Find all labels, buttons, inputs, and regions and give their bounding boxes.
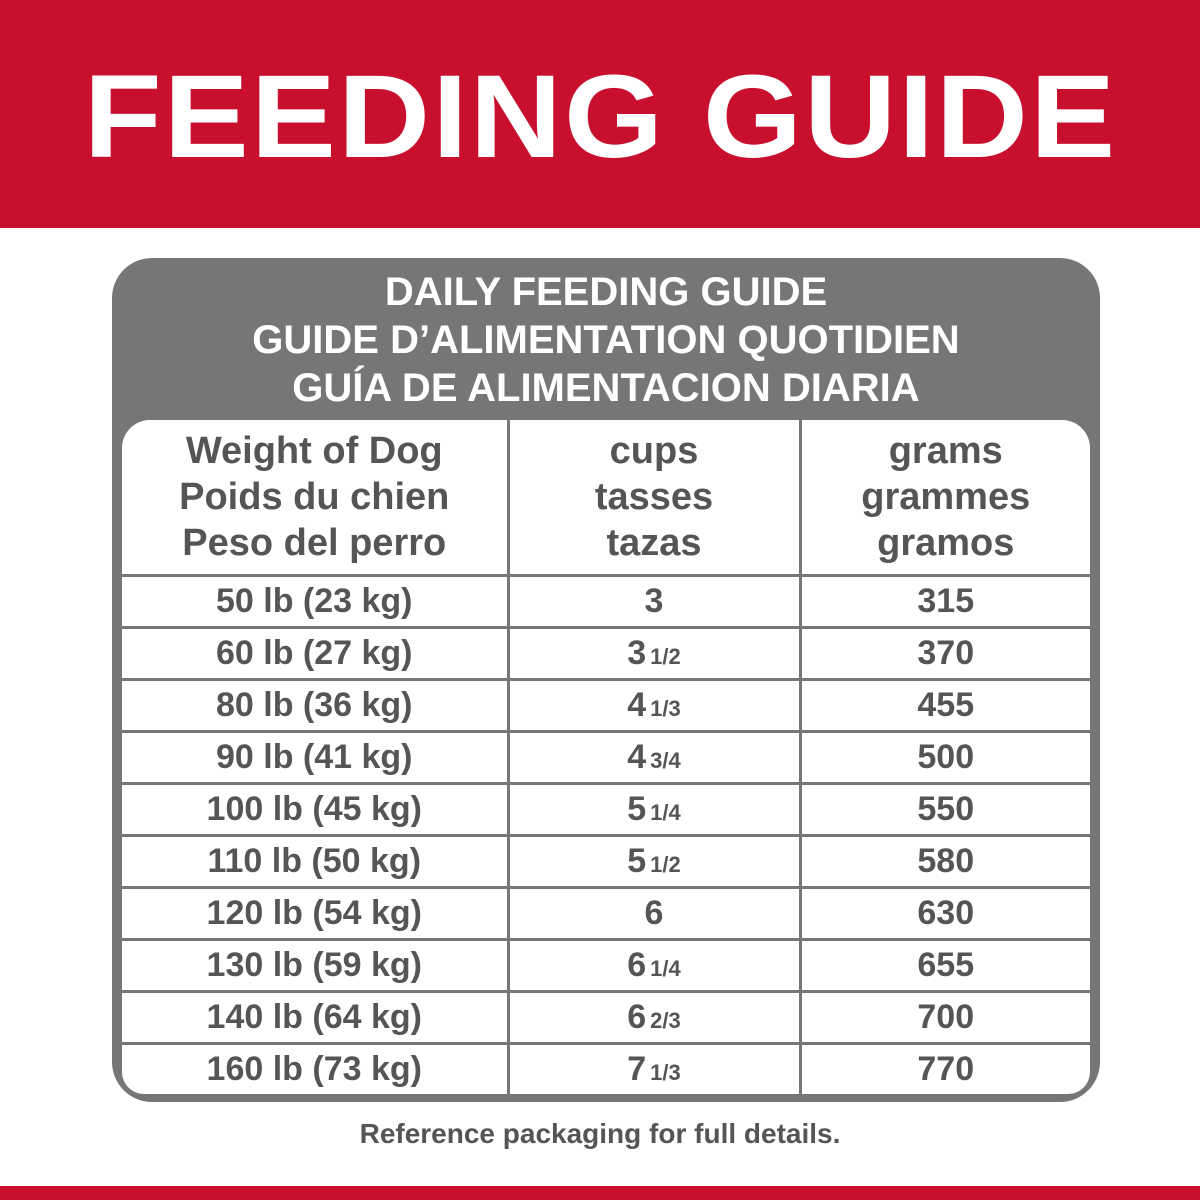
cell-grams: 770 [917, 1050, 975, 1088]
panel-heading [112, 268, 1100, 412]
cell-weight: 120 lb (54 kg) [122, 888, 508, 940]
header-grams-es: gramos [877, 522, 1015, 564]
cell-grams: 550 [800, 784, 1090, 836]
cell-cups [508, 836, 800, 888]
table-row [122, 940, 1090, 992]
cell-weight: 50 lb (23 kg) [122, 576, 508, 628]
cell-cups [508, 1044, 800, 1095]
cell-weight: 140 lb (64 kg) [122, 992, 508, 1044]
cell-cups [508, 888, 800, 940]
cups-whole: 5 [627, 790, 647, 828]
cups-fraction: 3/4 [650, 748, 681, 773]
cell-weight: 160 lb (73 kg) [122, 1044, 508, 1095]
cell-weight: 80 lb (36 kg) [122, 680, 508, 732]
table-header-row [122, 420, 1090, 576]
cups-whole: 3 [627, 634, 647, 672]
table-row [122, 732, 1090, 784]
table-row [122, 628, 1090, 680]
cell-cups [508, 732, 800, 784]
cups-whole: 6 [644, 894, 664, 932]
header-grams-fr: grammes [861, 476, 1031, 518]
header-grams [800, 420, 1090, 576]
cell-grams: 315 [800, 576, 1090, 628]
cups-fraction: 1/2 [650, 644, 681, 669]
heading-french: GUIDE D’ALIMENTATION QUOTIDIEN [252, 318, 960, 362]
cell-grams: 580 [800, 836, 1090, 888]
cups-whole: 6 [627, 946, 647, 984]
feeding-table [122, 420, 1090, 1094]
cell-grams: 655 [800, 940, 1090, 992]
header-weight-es: Peso del perro [182, 522, 447, 564]
cell-grams: 630 [800, 888, 1090, 940]
cups-fraction: 1/4 [650, 956, 681, 981]
cups-whole: 4 [627, 686, 647, 724]
footnote: Reference packaging for full details. [359, 1118, 841, 1149]
table-row [122, 888, 1090, 940]
cell-cups [508, 576, 800, 628]
cups-whole: 7 [627, 1050, 647, 1088]
heading-spanish: GUÍA DE ALIMENTACION DIARIA [292, 366, 920, 410]
cell-grams: 700 [800, 992, 1090, 1044]
cell-cups [508, 680, 800, 732]
cell-weight: 130 lb (59 kg) [122, 940, 508, 992]
bottom-stripe [0, 1186, 1200, 1200]
cups-fraction: 2/3 [650, 1008, 681, 1033]
header-weight [122, 420, 508, 576]
page-title: FEEDING GUIDE [83, 51, 1117, 183]
cups-whole: 4 [627, 738, 647, 776]
header-weight-fr: Poids du chien [179, 476, 450, 518]
table-row [122, 836, 1090, 888]
table-row [122, 576, 1090, 628]
header-grams-en: grams [888, 430, 1003, 472]
table-row [122, 784, 1090, 836]
title-banner [0, 0, 1200, 228]
feeding-guide-panel [112, 258, 1100, 1102]
heading-english: DAILY FEEDING GUIDE [384, 270, 828, 314]
cell-weight: 90 lb (41 kg) [122, 732, 508, 784]
table-row [122, 992, 1090, 1044]
header-weight-en: Weight of Dog [185, 430, 443, 472]
cell-grams: 500 [800, 732, 1090, 784]
cell-weight: 60 lb (27 kg) [122, 628, 508, 680]
cell-cups [508, 628, 800, 680]
cell-grams: 455 [800, 680, 1090, 732]
cups-fraction: 1/2 [650, 852, 681, 877]
table-body [122, 576, 1090, 1095]
cups-whole: 6 [627, 998, 647, 1036]
header-cups-fr: tasses [594, 476, 714, 518]
cell-weight: 100 lb (45 kg) [122, 784, 508, 836]
cups-whole: 3 [644, 582, 664, 620]
table-row [122, 1044, 1090, 1095]
cups-whole: 5 [627, 842, 647, 880]
cell-cups [508, 784, 800, 836]
header-cups-en: cups [609, 430, 699, 472]
feeding-table-container [122, 420, 1090, 1094]
cups-fraction: 1/4 [650, 800, 681, 825]
header-cups [508, 420, 800, 576]
cups-fraction: 1/3 [650, 696, 681, 721]
cell-cups [508, 940, 800, 992]
header-cups-es: tazas [606, 522, 702, 564]
table-row [122, 680, 1090, 732]
cell-cups [508, 992, 800, 1044]
cell-grams: 370 [800, 628, 1090, 680]
cell-weight: 110 lb (50 kg) [122, 836, 508, 888]
cups-fraction: 1/3 [650, 1060, 681, 1085]
